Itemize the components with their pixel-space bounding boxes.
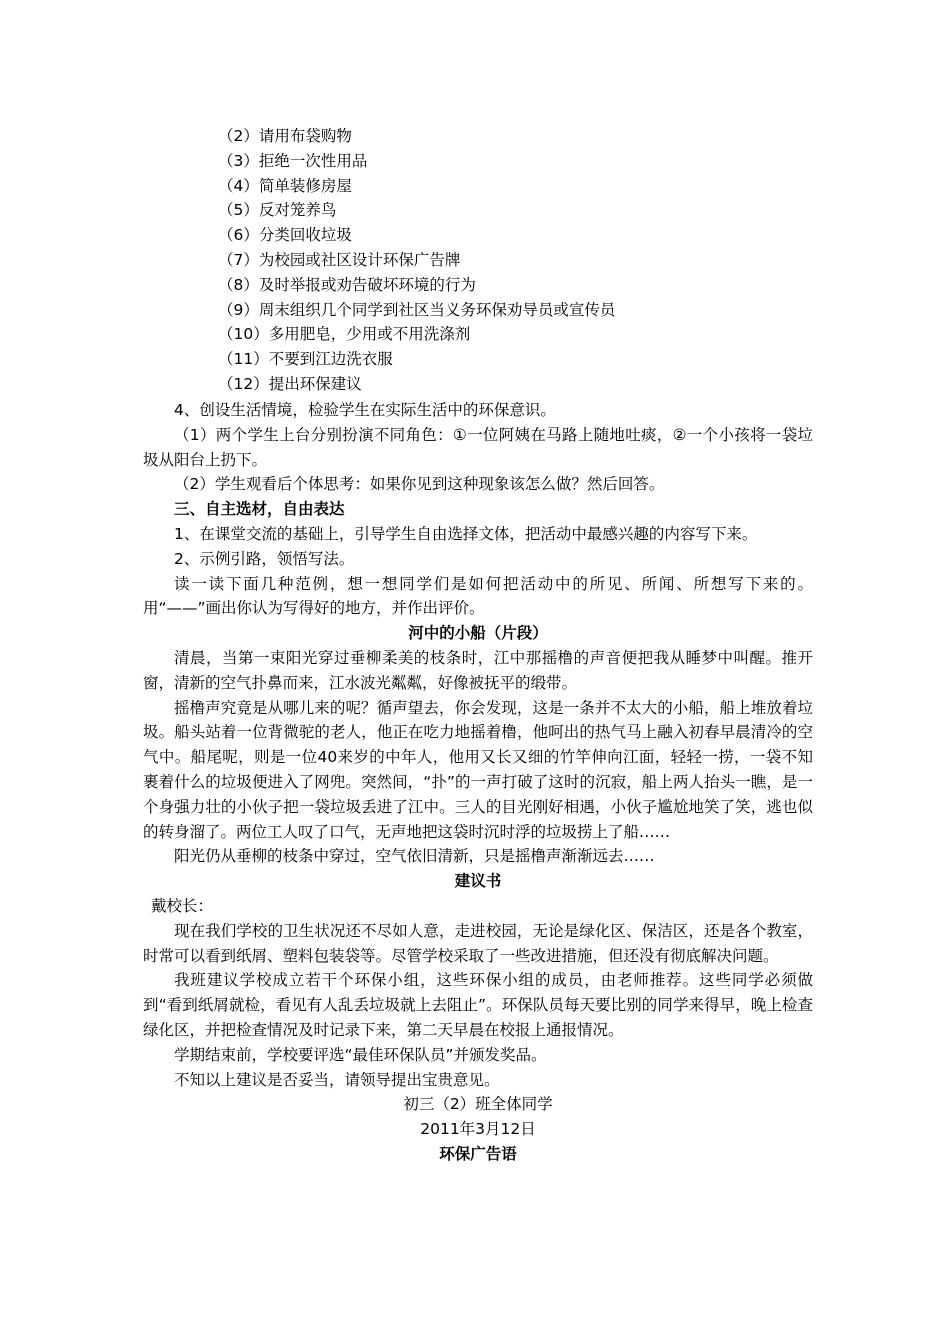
essay-paragraph: 清晨，当第一束阳光穿过垂柳柔美的枝条时，江中那摇橹的声音便把我从睡梦中叫醒。推开窗，清新的空气扑鼻而来，江水波光粼粼，好像被抚平的缎带。 bbox=[143, 648, 813, 692]
letter-paragraph: 学期结束前，学校要评选“最佳环保队员”并颁发奖品。 bbox=[174, 1045, 547, 1064]
essay-title: 河中的小船（片段） bbox=[408, 624, 548, 643]
letter-date: 2011年3月12日 bbox=[420, 1120, 536, 1139]
step4-item2: （2）学生观看后个体思考：如果你见到这种现象该怎么做？然后回答。 bbox=[174, 475, 665, 494]
section3-item1: 1、在课堂交流的基础上，引导学生自由选择文体，把活动中最感兴趣的内容写下来。 bbox=[174, 524, 758, 543]
letter-paragraph: 现在我们学校的卫生状况还不尽如人意，走进校园，无论是绿化区、保洁区，还是各个教室，时常可以看到纸屑、塑料包装袋等。尽管学校采取了一些改进措施，但还没有彻底解决问题。 bbox=[143, 921, 813, 965]
step4-heading: 4、创设生活情境，检验学生在实际生活中的环保意识。 bbox=[174, 401, 556, 419]
document-body bbox=[143, 398, 813, 1167]
section3-item2: 2、示例引路，领悟写法。 bbox=[174, 549, 355, 568]
list-item: （10）多用肥皂，少用或不用洗涤剂 bbox=[218, 325, 471, 344]
letter-salutation: 戴校长： bbox=[151, 896, 214, 915]
letter-title: 建议书 bbox=[454, 872, 502, 891]
list-item: （2）请用布袋购物 bbox=[218, 127, 352, 145]
suggestion-list bbox=[218, 124, 615, 397]
section3-instruction: 读一读下面几种范例，想一想同学们是如何把活动中的所见、所闻、所想写下来的。用“——”画出你认为写得好的地方，并作出评价。 bbox=[143, 574, 813, 618]
list-item: （5）反对笼养鸟 bbox=[218, 201, 337, 220]
list-item: （12）提出环保建议 bbox=[218, 374, 362, 393]
list-item: （7）为校园或社区设计环保广告牌 bbox=[218, 250, 461, 269]
letter-paragraph: 我班建议学校成立若干个环保小组，这些环保小组的成员，由老师推荐。这些同学必须做到“看到纸屑就检，看见有人乱丢垃圾就上去阻止”。环保队员每天要比别的同学来得早，晚上检查绿化区，并把检查情况及时记录下来，第二天早晨在校报上通报情况。 bbox=[143, 971, 813, 1039]
list-item: （4）简单装修房屋 bbox=[218, 176, 352, 195]
list-item: （9）周末组织几个同学到社区当义务环保劝导员或宣传员 bbox=[218, 300, 616, 319]
letter-signature: 初三（2）班全体同学 bbox=[403, 1095, 553, 1114]
list-item: （11）不要到江边洗衣服 bbox=[218, 350, 393, 369]
essay-paragraph: 阳光仍从垂柳的枝条中穿过，空气依旧清新，只是摇橹声渐渐远去…… bbox=[174, 847, 655, 866]
list-item: （6）分类回收垃圾 bbox=[218, 226, 352, 245]
letter-paragraph: 不知以上建议是否妥当，请领导提出宝贵意见。 bbox=[174, 1070, 500, 1089]
list-item: （3）拒绝一次性用品 bbox=[218, 151, 368, 170]
slogan-title: 环保广告语 bbox=[439, 1144, 517, 1163]
step4-item1: （1）两个学生上台分别扮演不同角色：①一位阿姨在马路上随地吐痰，②一个小孩将一袋垃圾从阳台上扔下。 bbox=[143, 425, 813, 469]
list-item: （8）及时举报或劝告破坏环境的行为 bbox=[218, 275, 476, 294]
section3-heading: 三、自主选材，自由表达 bbox=[174, 500, 345, 519]
essay-paragraph: 摇橹声究竟是从哪儿来的呢？循声望去，你会发现，这是一条并不太大的小船，船上堆放着垃圾。船头站着一位背微驼的老人，他正在吃力地摇着橹，他呵出的热气马上融入初春早晨清冷的空气中。船尾呢，则是一位40来岁的中年人，他用又长又细的竹竿伸向江面，轻轻一捞，一袋不知裹着什么的垃圾便进入了网兜。突然间，“扑”的一声打破了这时的沉寂，船上两人抬头一瞧，是一个身强力壮的小伙子把一袋垃圾丢进了江中。三人的目光刚好相遇，小伙子尴尬地笑了笑，逃也似的转身溜了。两位工人叹了口气，无声地把这袋时沉时浮的垃圾捞上了船…… bbox=[143, 698, 813, 841]
